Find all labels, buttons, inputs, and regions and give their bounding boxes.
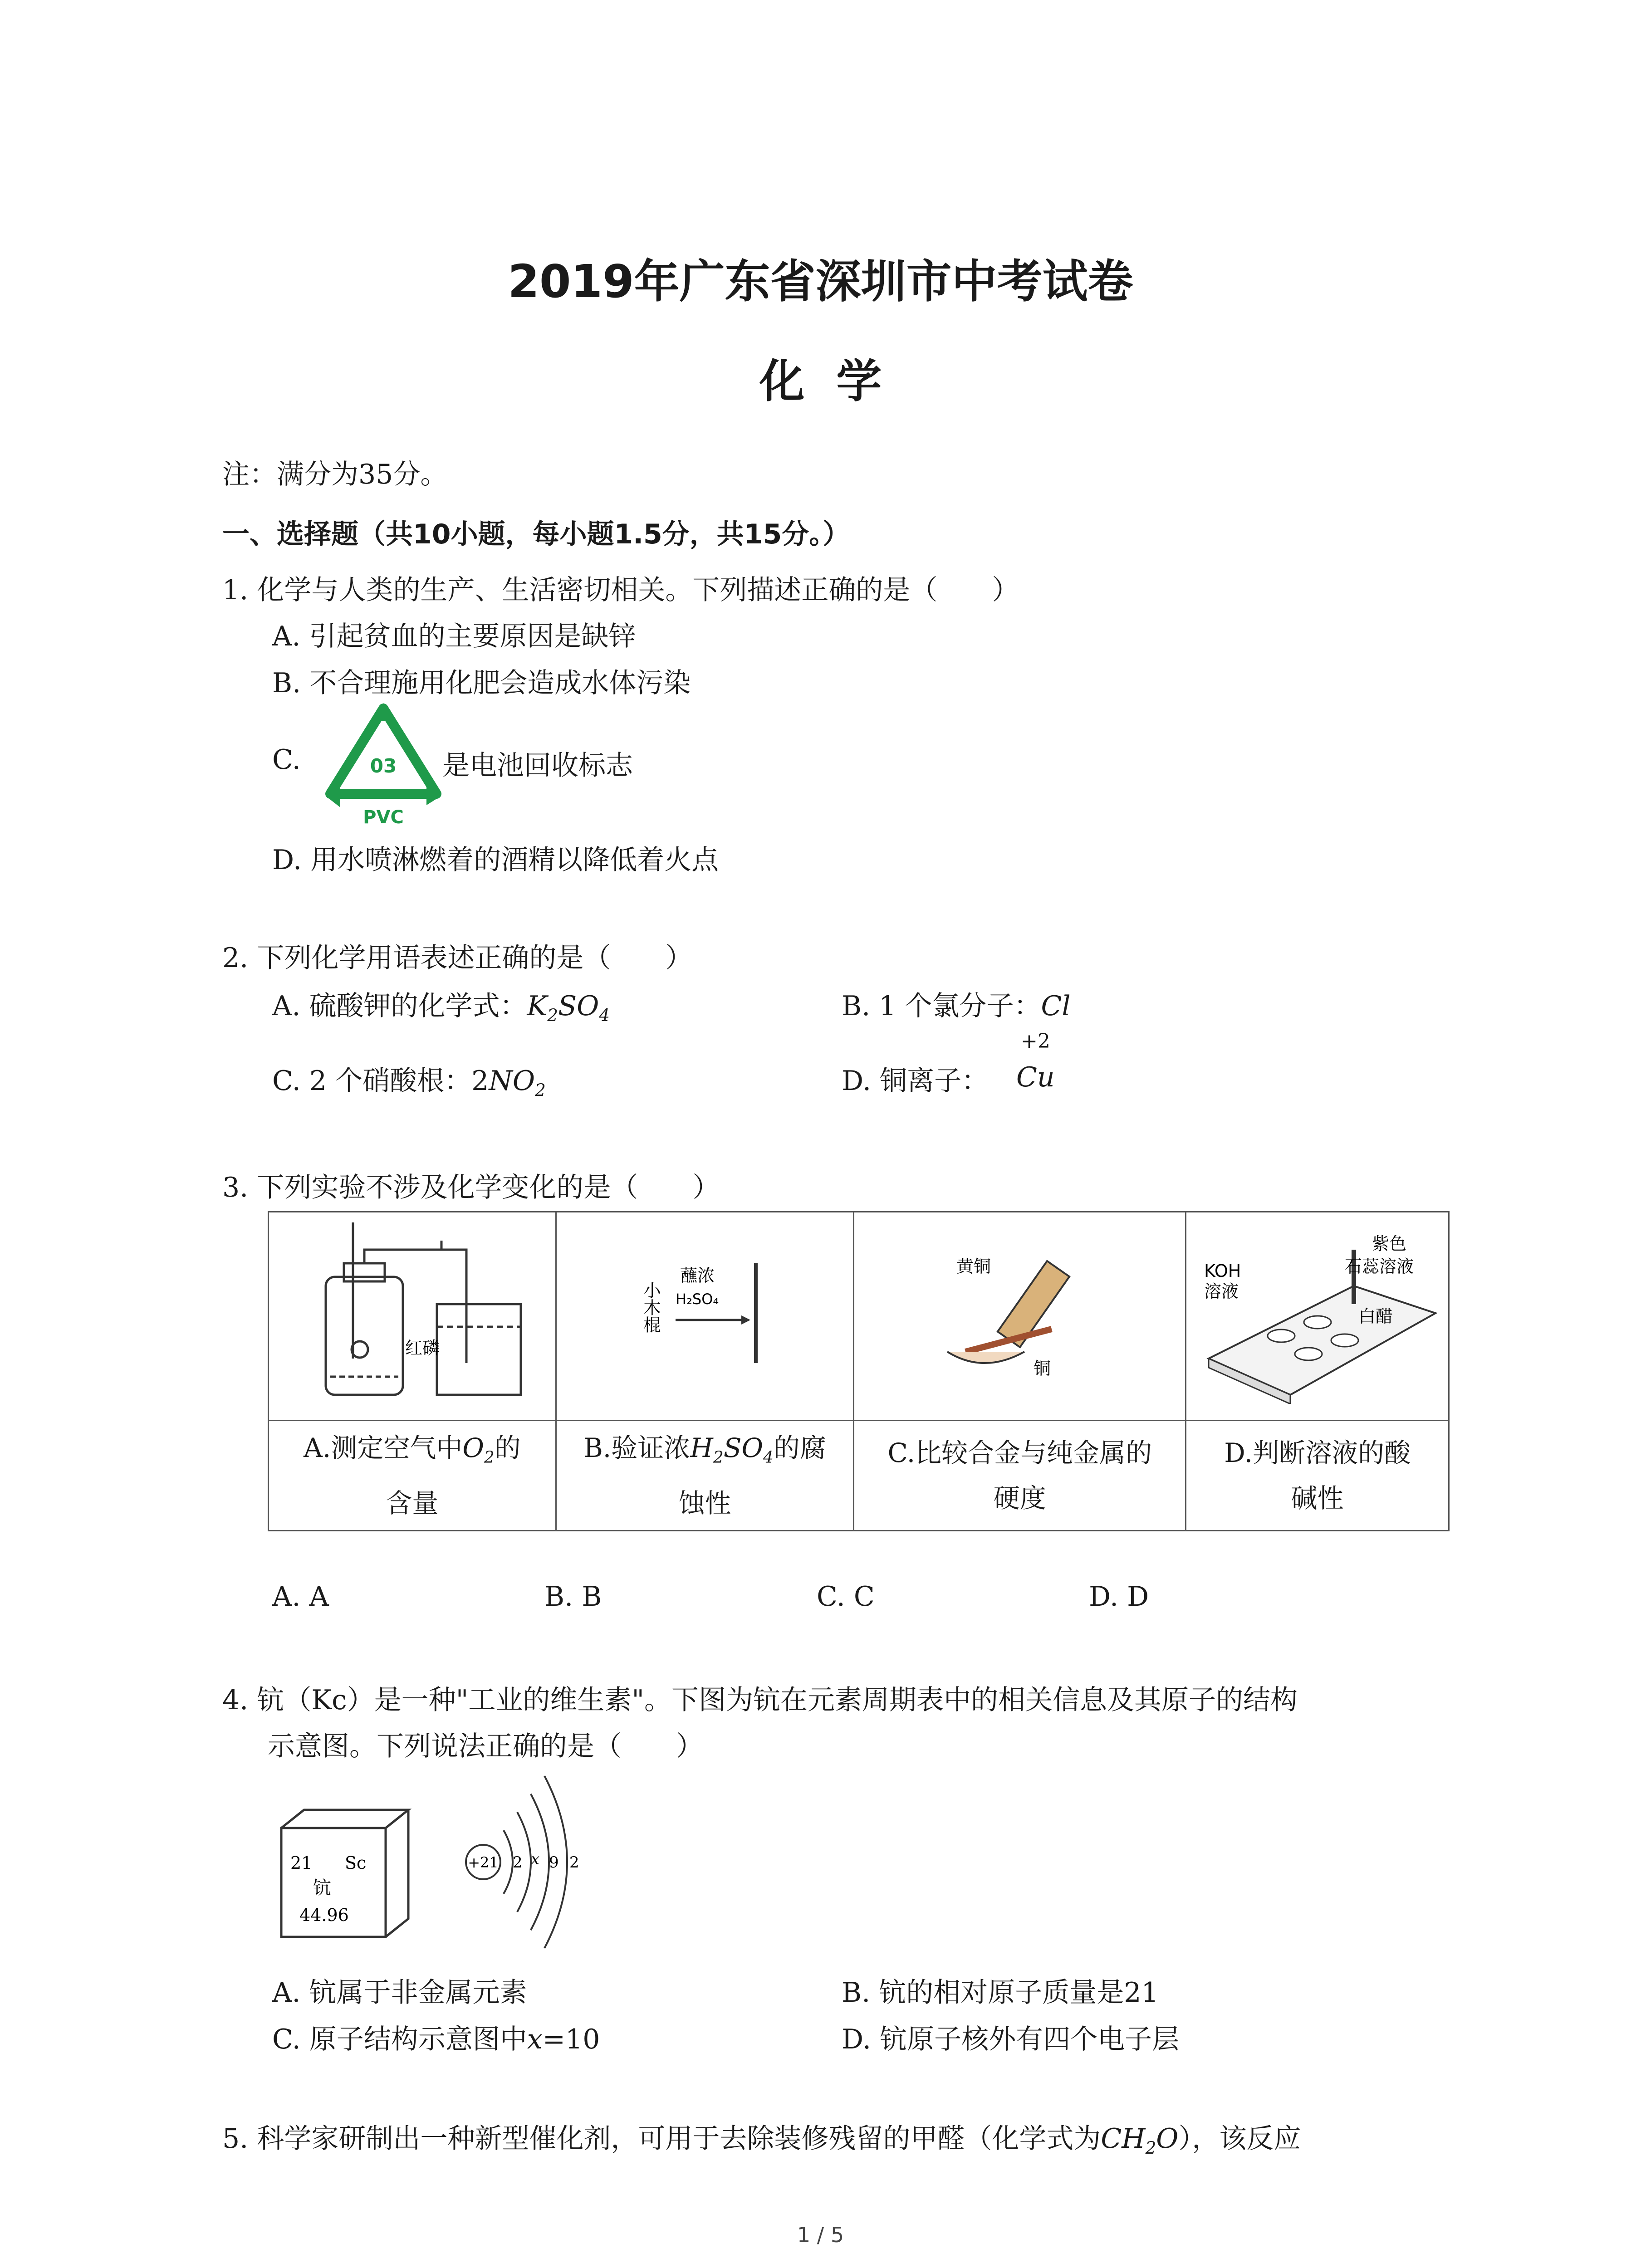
copper-label: 铜 — [1033, 1358, 1051, 1378]
recycle-logo-icon — [318, 699, 449, 830]
caption-a: A.测定空气中$O_2$的 含量 — [269, 1421, 556, 1531]
fig-b-cell — [556, 1212, 853, 1421]
q5-stem: 5. 科学家研制出一种新型催化剂，可用于去除装修残留的甲醛（化学式为$CH_2O$），该反应 — [222, 2123, 1301, 2158]
element-mass: 44.96 — [299, 1905, 349, 1925]
shell-2: x — [531, 1850, 540, 1868]
q1-stem: 1. 化学与人类的生产、生活密切相关。下列描述正确的是（ ） — [222, 574, 1019, 606]
fig-c-cell — [854, 1212, 1186, 1421]
element-symbol: Sc — [345, 1853, 367, 1873]
q3-stem: 3. 下列实验不涉及化学变化的是（ ） — [222, 1172, 720, 1203]
q1-option-a: A. 引起贫血的主要原因是缺锌 — [272, 621, 636, 652]
shell-3: 9 — [549, 1853, 559, 1872]
q2-option-a — [272, 984, 610, 1025]
element-cell-image — [277, 1805, 422, 1941]
q4-option-c: C. 原子结构示意图中x=10 — [272, 2024, 600, 2055]
apparatus-c-image — [929, 1238, 1111, 1388]
shell-1: 2 — [513, 1853, 523, 1872]
q1-option-c-text: 是电池回收标志 — [442, 750, 633, 782]
q1-option-c-label: C. — [272, 744, 301, 776]
apparatus-a-image — [280, 1218, 544, 1408]
recycle-logo-number: 03 — [370, 755, 397, 777]
q4-option-b: B. 钪的相对原子质量是21 — [842, 1977, 1159, 2009]
brass-label: 黄铜 — [956, 1256, 991, 1276]
apparatus-b-image — [637, 1254, 773, 1372]
caption-d: D.判断溶液的酸 碱性 — [1186, 1421, 1449, 1531]
q4-stem-line2: 示意图。下列说法正确的是（ ） — [268, 1730, 703, 1762]
koh-label: KOH — [1204, 1261, 1241, 1281]
q1-option-b: B. 不合理施用化肥会造成水体污染 — [272, 667, 691, 699]
nucleus-charge: +21 — [468, 1854, 499, 1871]
q3-option-a: A. A — [272, 1581, 329, 1613]
red-phosphorus-label: 红磷 — [405, 1338, 440, 1358]
no2-formula: $2NO_2$ — [471, 1065, 546, 1100]
vinegar-label: 白醋 — [1358, 1306, 1393, 1326]
k2so4-formula: $K_2SO_4$ — [527, 990, 610, 1025]
q4-option-a: A. 钪属于非金属元素 — [272, 1977, 527, 2009]
q2-option-c — [272, 1059, 546, 1100]
q3-option-d: D. D — [1089, 1581, 1149, 1613]
apparatus-d-image — [1190, 1222, 1445, 1404]
q2-stem: 2. 下列化学用语表述正确的是（ ） — [222, 942, 693, 974]
cl-formula: Cl — [1041, 990, 1071, 1022]
fig-d-cell — [1186, 1212, 1449, 1421]
caption-c: C.比较合金与纯金属的 硬度 — [854, 1421, 1186, 1531]
cu-charge: +2 — [1021, 1030, 1050, 1053]
score-note: 注：满分为35分。 — [222, 459, 448, 490]
q1-option-d: D. 用水喷淋燃着的酒精以降低着火点 — [272, 844, 719, 876]
experiment-table — [268, 1211, 1450, 1531]
koh-solution-label: 溶液 — [1204, 1281, 1239, 1301]
page-title: 2019年广东省深圳市中考试卷 — [508, 255, 1133, 308]
stick-label: 小木棍 — [640, 1281, 661, 1333]
recycle-logo-text: PVC — [363, 807, 404, 828]
q2-option-b-prefix: B. 1 个氯分子： — [842, 990, 1041, 1022]
q3-option-b: B. B — [544, 1581, 602, 1613]
q2-option-a-prefix: A. 硫酸钾的化学式： — [272, 990, 527, 1022]
q3-option-c: C. C — [817, 1581, 875, 1613]
q2-option-d-prefix: D. 铜离子： — [842, 1065, 989, 1097]
litmus-label: 石蕊溶液 — [1344, 1256, 1414, 1276]
atom-structure-image — [454, 1771, 599, 1953]
shell-4: 2 — [569, 1853, 579, 1872]
purple-label: 紫色 — [1372, 1233, 1406, 1254]
section-heading: 一、选择题（共10小题，每小题1.5分，共15分。） — [222, 518, 850, 550]
q4-stem-line1: 4. 钪（Kc）是一种"工业的维生素"。下图为钪在元素周期表中的相关信息及其原子的结构 — [222, 1684, 1298, 1716]
element-name: 钪 — [313, 1877, 331, 1898]
acid-label: 蘸浓 — [680, 1265, 715, 1286]
cu-formula: Cu — [1016, 1061, 1055, 1093]
element-number: 21 — [290, 1853, 313, 1873]
q2-option-c-prefix: C. 2 个硝酸根： — [272, 1065, 472, 1097]
q2-option-b — [842, 984, 1071, 1023]
caption-b: B.验证浓$H_2SO_4$的腐 蚀性 — [556, 1421, 853, 1531]
fig-a-cell — [269, 1212, 556, 1421]
subject-title: 化 学 — [759, 355, 882, 408]
q4-option-d: D. 钪原子核外有四个电子层 — [842, 2024, 1180, 2055]
h2so4-label: H₂SO₄ — [675, 1290, 719, 1308]
page-number: 1 / 5 — [797, 2223, 844, 2247]
